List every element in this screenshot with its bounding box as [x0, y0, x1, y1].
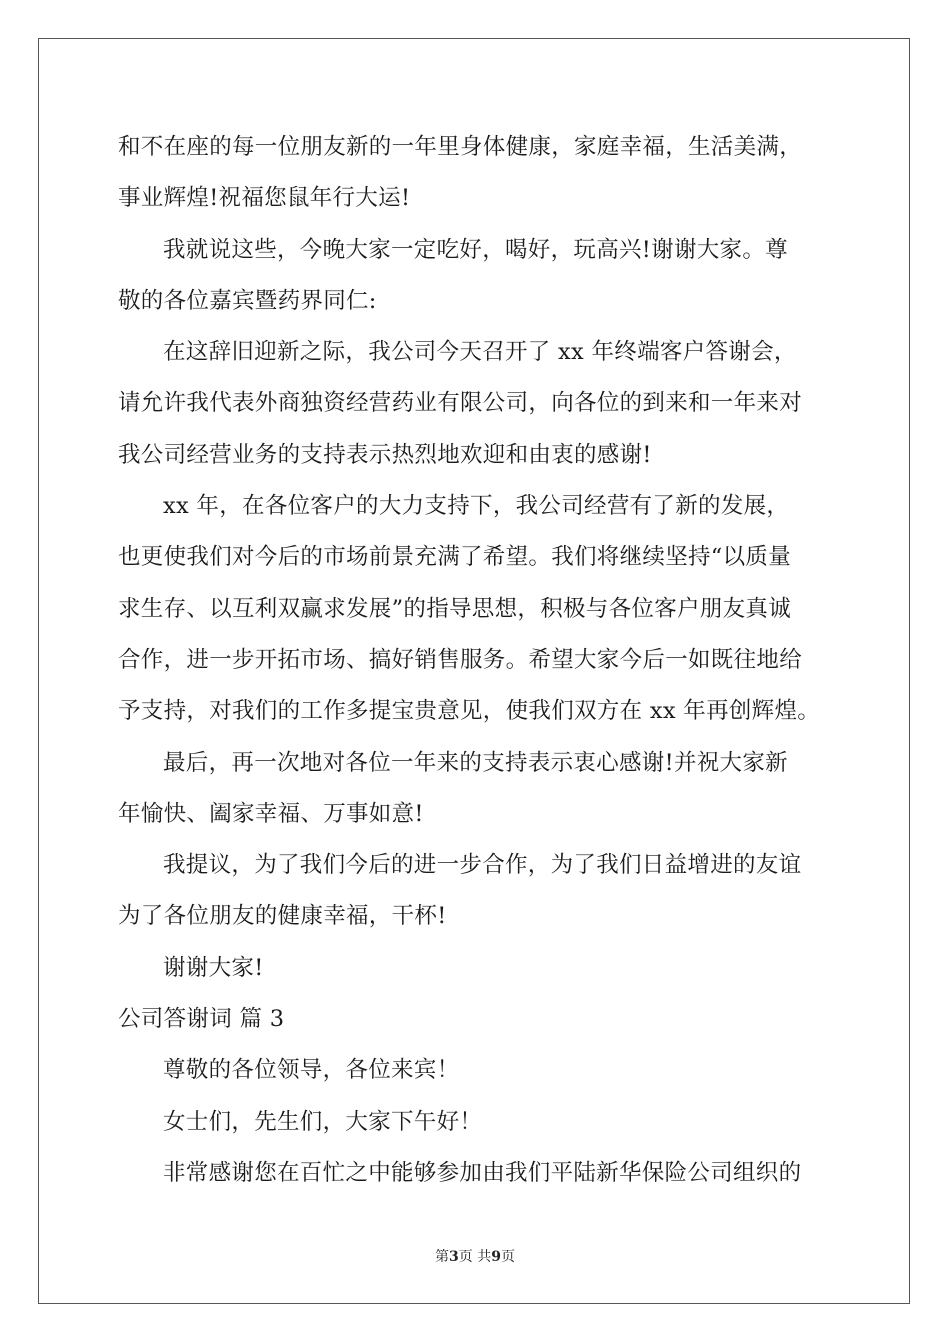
paragraph-line: 最后，再一次地对各位一年来的支持表示衷心感谢!并祝大家新: [163, 749, 788, 776]
paragraph-line: 非常感谢您在百忙之中能够参加由我们平陆新华保险公司组织的: [163, 1159, 802, 1186]
paragraph-line: 合作，进一步开拓市场、搞好销售服务。希望大家今后一如既往地给: [118, 646, 803, 673]
paragraph-line: 我提议，为了我们今后的进一步合作，为了我们日益增进的友谊: [163, 852, 802, 879]
document-body: [118, 122, 834, 1199]
section-heading: 公司答谢词 篇 3: [118, 1006, 285, 1033]
paragraph-line: xx 年，在各位客户的大力支持下，我公司经营有了新的发展，: [163, 493, 790, 520]
paragraph-line: 谢谢大家!: [163, 954, 264, 981]
paragraph-line: 我就说这些，今晚大家一定吃好，喝好，玩高兴!谢谢大家。尊: [163, 236, 788, 263]
paragraph-line: 我公司经营业务的支持表示热烈地欢迎和由衷的感谢!: [118, 441, 652, 468]
footer-suffix: 页: [500, 1249, 515, 1265]
paragraph-line: 和不在座的每一位朋友新的一年里身体健康，家庭幸福，生活美满，: [118, 134, 803, 160]
footer-prefix: 第: [435, 1249, 450, 1265]
paragraph-line: 请允许我代表外商独资经营药业有限公司，向各位的到来和一年来对: [118, 390, 803, 417]
paragraph-line: 予支持，对我们的工作多提宝贵意见，使我们双方在 xx 年再创辉煌。: [118, 698, 821, 725]
paragraph-line: 求生存、以互利双赢求发展”的指导思想，积极与各位客户朋友真诚: [118, 595, 792, 622]
total-page-count: 9: [491, 1249, 501, 1265]
paragraph-line: 事业辉煌!祝福您鼠年行大运!: [118, 185, 411, 212]
salutation-line: 女士们，先生们，大家下午好！: [163, 1108, 483, 1135]
paragraph-line: 也更使我们对今后的市场前景充满了希望。我们将继续坚持“以质量: [118, 544, 792, 571]
current-page-number: 3: [449, 1249, 459, 1265]
paragraph-line: 在这辞旧迎新之际，我公司今天召开了 xx 年终端客户答谢会，: [163, 339, 797, 366]
paragraph-line: 为了各位朋友的健康幸福，干杯!: [118, 903, 447, 930]
footer-mid: 页 共: [458, 1249, 492, 1265]
page-footer: [0, 1246, 950, 1266]
paragraph-line: 年愉快、阖家幸福、万事如意!: [118, 800, 424, 827]
paragraph-line: 敬的各位嘉宾暨药界同仁:: [118, 287, 377, 314]
salutation-line: 尊敬的各位领导，各位来宾！: [163, 1057, 460, 1084]
